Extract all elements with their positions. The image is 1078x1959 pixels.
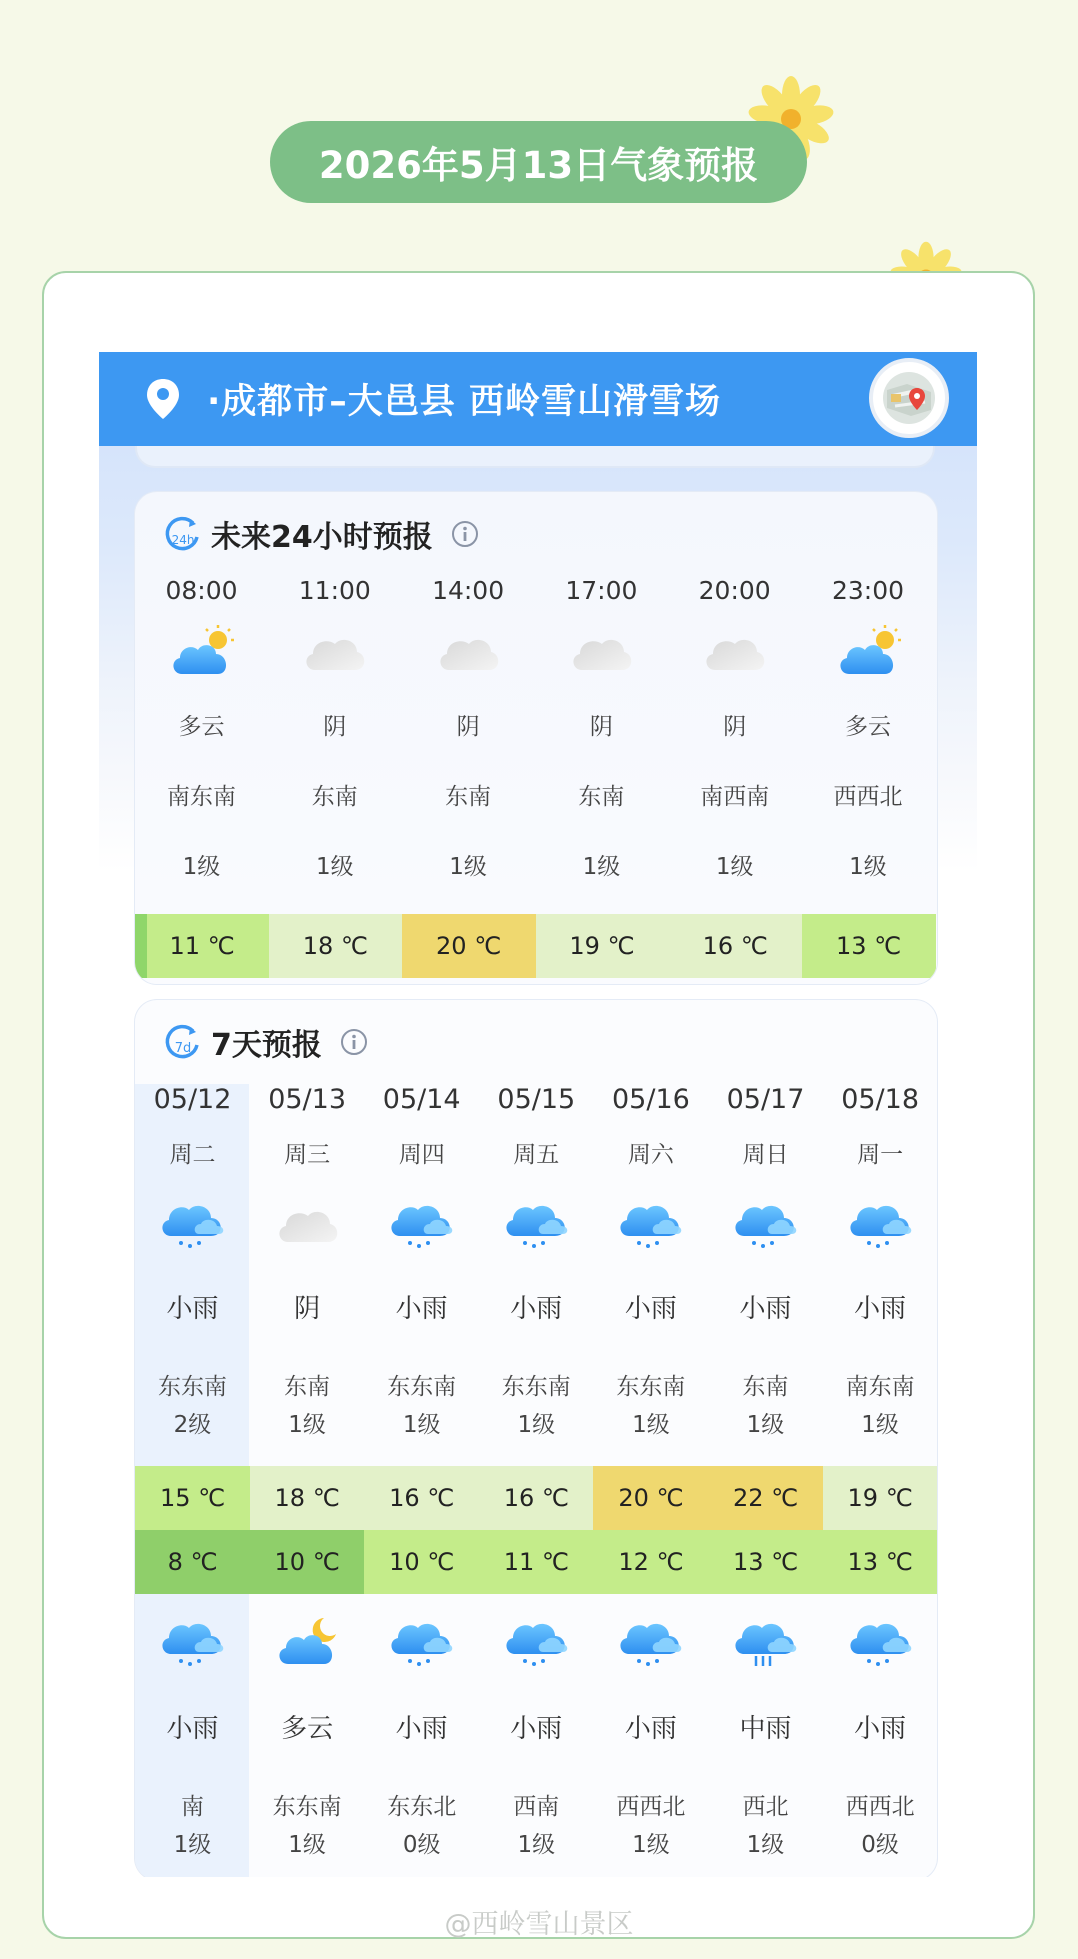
day-wind-level: 1级 <box>632 1412 670 1438</box>
low-temperature: 10 ℃ <box>364 1530 479 1594</box>
weather-condition: 阴 <box>723 714 747 740</box>
night-wind-direction: 西西北 <box>616 1794 686 1820</box>
day-date: 05/17 <box>726 1084 805 1115</box>
day-condition: 小雨 <box>510 1294 563 1324</box>
high-temperature: 22 ℃ <box>708 1466 823 1530</box>
day-condition: 小雨 <box>624 1294 677 1324</box>
day-weekday: 周一 <box>857 1142 904 1168</box>
location-pin-icon <box>145 377 181 421</box>
day-wind-direction: 东南 <box>284 1374 331 1400</box>
wind-level: 1级 <box>449 854 487 880</box>
night-wind-level: 1级 <box>288 1832 326 1858</box>
night-wind-level: 1级 <box>632 1832 670 1858</box>
low-temperature: 8 ℃ <box>135 1530 250 1594</box>
night-condition: 小雨 <box>854 1714 907 1744</box>
night-wind-direction: 东东南 <box>272 1794 342 1820</box>
night-condition: 中雨 <box>739 1714 792 1744</box>
hourly-column[interactable] <box>802 576 935 906</box>
hour-time: 11:00 <box>298 576 371 605</box>
light-rain-icon <box>617 1194 685 1250</box>
partly-cloudy-day-icon <box>168 622 236 678</box>
low-temperature: 13 ℃ <box>823 1530 937 1594</box>
light-rain-icon <box>617 1612 685 1668</box>
day-date: 05/12 <box>153 1084 232 1115</box>
wind-direction: 南东南 <box>167 784 236 810</box>
night-wind-direction: 南 <box>181 1794 204 1820</box>
daily-low-temperature-row <box>135 1530 937 1594</box>
night-wind-level: 1级 <box>173 1832 212 1858</box>
high-temperature: 20 ℃ <box>593 1466 708 1530</box>
partly-cloudy-day-icon <box>835 622 903 678</box>
map-icon <box>881 370 937 426</box>
map-button[interactable] <box>869 358 949 438</box>
hour-time: 23:00 <box>831 576 905 605</box>
light-rain-icon <box>159 1194 227 1250</box>
svg-text:7d: 7d <box>174 1041 192 1056</box>
7d-badge-icon <box>163 1023 201 1061</box>
night-condition: 小雨 <box>510 1714 563 1744</box>
weather-condition: 阴 <box>589 714 613 740</box>
overcast-icon <box>701 622 769 678</box>
night-wind-direction: 西西北 <box>845 1794 915 1820</box>
hourly-temperature: 18 ℃ <box>268 914 402 978</box>
day-weekday: 周日 <box>742 1142 789 1168</box>
night-wind-level: 1级 <box>517 1832 556 1858</box>
hourly-column[interactable] <box>535 576 668 906</box>
watermark: @西岭雪山景区 <box>444 1909 634 1940</box>
wind-direction: 东南 <box>445 784 492 810</box>
hourly-temperature: 13 ℃ <box>802 914 936 978</box>
hourly-temperature-row <box>135 914 937 978</box>
hour-time: 17:00 <box>565 576 638 605</box>
wind-level: 1级 <box>849 854 887 880</box>
daily-forecast-title: 7天预报 <box>211 1028 322 1063</box>
overcast-icon <box>301 622 369 678</box>
hour-time: 20:00 <box>698 576 771 605</box>
day-condition: 小雨 <box>854 1294 907 1324</box>
day-wind-direction: 东东南 <box>501 1374 571 1400</box>
daily-forecast-card <box>135 1000 937 1877</box>
day-wind-level: 1级 <box>288 1412 326 1438</box>
day-wind-level: 1级 <box>746 1412 785 1438</box>
moderate-rain-icon <box>732 1612 800 1668</box>
daily-forecast-header <box>135 1000 937 1084</box>
night-wind-level: 0级 <box>861 1832 899 1858</box>
info-icon[interactable] <box>451 520 479 548</box>
wind-level: 1级 <box>182 854 221 880</box>
night-condition: 小雨 <box>624 1714 677 1744</box>
light-rain-icon <box>732 1194 800 1250</box>
overcast-icon <box>435 622 503 678</box>
high-temperature: 15 ℃ <box>135 1466 250 1530</box>
hour-time: 14:00 <box>432 576 505 605</box>
wind-level: 1级 <box>315 854 354 880</box>
high-temperature: 18 ℃ <box>250 1466 365 1530</box>
day-weekday: 周四 <box>398 1142 445 1168</box>
location-bar[interactable] <box>99 352 977 446</box>
light-rain-icon <box>503 1194 571 1250</box>
weather-condition: 多云 <box>178 714 225 740</box>
hour-time: 08:00 <box>165 576 238 605</box>
light-rain-icon <box>503 1612 571 1668</box>
day-weekday: 周二 <box>169 1142 216 1168</box>
day-condition: 小雨 <box>395 1294 448 1324</box>
hourly-temperature: 20 ℃ <box>402 914 536 978</box>
day-condition: 小雨 <box>166 1294 219 1324</box>
hourly-temperature: 11 ℃ <box>135 914 269 978</box>
day-wind-level: 1级 <box>402 1412 441 1438</box>
day-weekday: 周五 <box>513 1142 560 1168</box>
day-wind-level: 1级 <box>861 1412 899 1438</box>
night-wind-level: 1级 <box>746 1832 785 1858</box>
low-temperature: 13 ℃ <box>708 1530 823 1594</box>
night-condition: 多云 <box>281 1714 334 1744</box>
hourly-column[interactable] <box>268 576 401 906</box>
high-temperature: 19 ℃ <box>823 1466 937 1530</box>
svg-text:24h: 24h <box>171 533 195 547</box>
wind-level: 1级 <box>582 854 621 880</box>
day-wind-level: 2级 <box>173 1412 212 1438</box>
banner-title: 2026年5月13日气象预报 <box>270 121 807 203</box>
daily-high-temperature-row <box>135 1466 937 1530</box>
overcast-icon <box>568 622 636 678</box>
overcast-icon <box>274 1194 342 1250</box>
wind-direction: 南西南 <box>700 784 770 810</box>
location-text: ·成都市–大邑县 西岭雪山滑雪场 <box>207 382 721 422</box>
day-wind-direction: 东东南 <box>387 1374 457 1400</box>
day-weekday: 周六 <box>627 1142 674 1168</box>
night-wind-level: 0级 <box>402 1832 441 1858</box>
day-wind-direction: 东东南 <box>158 1374 227 1400</box>
light-rain-icon <box>847 1612 915 1668</box>
wind-level: 1级 <box>715 854 754 880</box>
weather-condition: 多云 <box>845 714 891 740</box>
night-condition: 小雨 <box>395 1714 448 1744</box>
weather-condition: 阴 <box>456 714 480 740</box>
day-date: 05/14 <box>382 1084 461 1115</box>
low-temperature: 11 ℃ <box>479 1530 594 1594</box>
light-rain-icon <box>388 1612 456 1668</box>
light-rain-icon <box>388 1194 456 1250</box>
weather-condition: 阴 <box>323 714 347 740</box>
low-temperature: 10 ℃ <box>250 1530 365 1594</box>
day-condition: 阴 <box>294 1294 321 1324</box>
light-rain-icon <box>159 1612 227 1668</box>
day-date: 05/18 <box>841 1084 919 1115</box>
partly-cloudy-night-icon <box>274 1612 342 1668</box>
hourly-forecast-header <box>135 492 937 576</box>
hourly-temperature: 19 ℃ <box>535 914 669 978</box>
hourly-temperature: 16 ℃ <box>668 914 802 978</box>
wind-direction: 东南 <box>311 784 358 810</box>
night-wind-direction: 西南 <box>513 1794 560 1820</box>
wind-direction: 西西北 <box>833 784 903 810</box>
hourly-column[interactable] <box>135 576 268 906</box>
high-temperature: 16 ℃ <box>364 1466 479 1530</box>
info-icon[interactable] <box>340 1028 368 1056</box>
daily-forecast-grid <box>135 1084 937 1877</box>
night-wind-direction: 西北 <box>742 1794 789 1820</box>
day-date: 05/16 <box>611 1084 690 1115</box>
day-wind-direction: 东南 <box>742 1374 789 1400</box>
light-rain-icon <box>847 1194 915 1250</box>
low-temperature: 12 ℃ <box>593 1530 708 1594</box>
day-wind-level: 1级 <box>517 1412 556 1438</box>
day-date: 05/15 <box>497 1084 576 1115</box>
night-wind-direction: 东东北 <box>387 1794 457 1820</box>
day-wind-direction: 南东南 <box>845 1374 915 1400</box>
night-condition: 小雨 <box>166 1714 219 1744</box>
hourly-column[interactable] <box>668 576 801 906</box>
day-wind-direction: 东东南 <box>616 1374 686 1400</box>
day-date: 05/13 <box>268 1084 346 1115</box>
wind-direction: 东南 <box>578 784 625 810</box>
day-weekday: 周三 <box>284 1142 331 1168</box>
weather-app-screenshot <box>99 352 977 1877</box>
high-temperature: 16 ℃ <box>479 1466 594 1530</box>
hourly-forecast-title: 未来24小时预报 <box>211 520 433 555</box>
hourly-forecast-card <box>135 492 937 984</box>
24h-badge-icon <box>163 515 201 553</box>
hourly-column[interactable] <box>402 576 535 906</box>
day-condition: 小雨 <box>739 1294 792 1324</box>
